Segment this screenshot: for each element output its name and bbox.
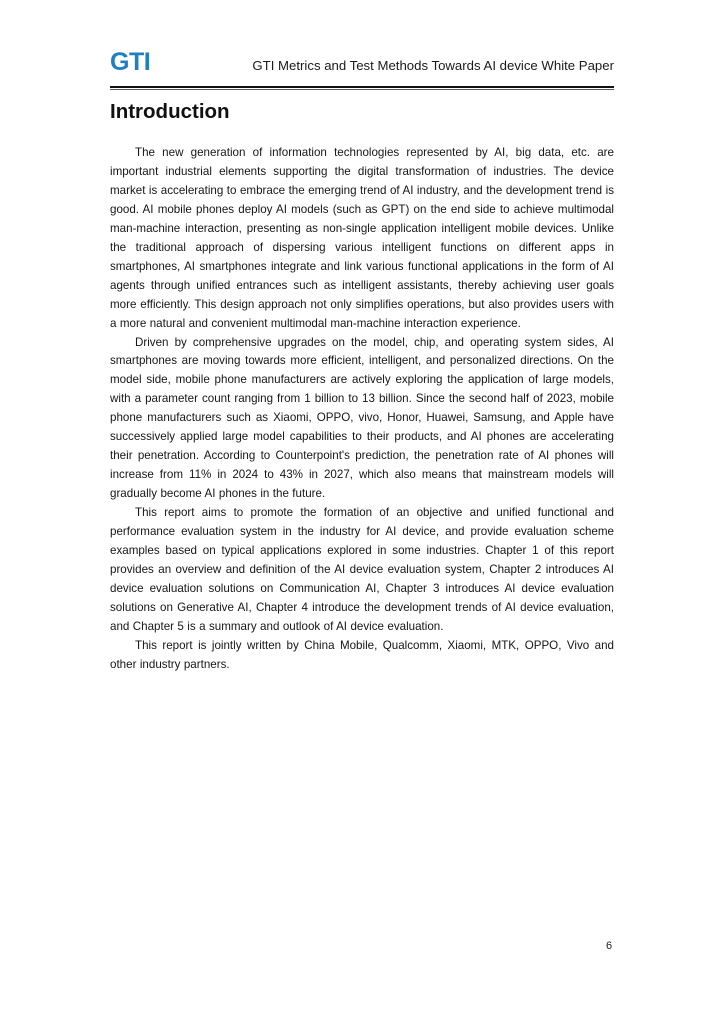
paragraph: The new generation of information technologies represented by AI, big data, etc. are important industrial elements supporting the digital transformation of industries. The device market is accelerating to embrace the emerging trend of AI industry, and the development trend is good. AI mobile phones deploy AI models (such as GPT) on the end side to achieve multimodal man-machine interaction, presenting as non-single application intelligent mobile devices. Unlike the traditional approach of dispersing various intelligent functions on different apps in smartphones, AI smartphones integrate and link various functional applications in the form of AI agents through unified entrances such as intelligent assistants, thereby achieving user goals more efficiently. This design approach not only simplifies operations, but also provides users with a more natural and convenient multimodal man-machine interaction experience. — [110, 146, 614, 330]
logo-text: GTI — [110, 48, 151, 74]
paragraph: This report is jointly written by China Mobile, Qualcomm, Xiaomi, MTK, OPPO, Vivo and other industry partners. — [110, 638, 614, 671]
paragraph: This report aims to promote the formation of an objective and unified functional and performance evaluation system in the industry for AI device, and provide evaluation scheme examples based on typical applications explored in some industries. Chapter 1 of this report provides an overview and definition of the AI device evaluation system, Chapter 2 introduces AI device evaluation solutions on Communication AI, Chapter 3 introduces AI device evaluation solutions on Generative AI, Chapter 4 introduce the development trends of AI device evaluation, and Chapter 5 is a summary and outlook of AI device evaluation. — [110, 506, 614, 633]
header-rule-thin — [110, 89, 614, 90]
page-number: 6 — [606, 940, 613, 952]
section-title: Introduction — [110, 100, 230, 123]
running-title: GTI Metrics and Test Methods Towards AI device White Paper — [252, 58, 614, 73]
header-rule — [110, 86, 614, 88]
page-header — [110, 48, 614, 90]
gti-logo — [110, 48, 160, 74]
body-text — [110, 144, 614, 675]
paragraph: Driven by comprehensive upgrades on the model, chip, and operating system sides, AI smartphones are moving towards more efficient, intelligent, and personalized directions. On the model side, mobile phone manufacturers are actively exploring the application of large models, with a parameter count ranging from 1 billion to 13 billion. Since the second half of 2023, mobile phone manufacturers such as Xiaomi, OPPO, vivo, Honor, Huawei, Samsung, and Apple have successively applied large model capabilities to their products, and AI phones are accelerating their penetration. According to Counterpoint's prediction, the penetration rate of AI phones will increase from 11% in 2024 to 43% in 2027, which also means that mainstream models will gradually become AI phones in the future. — [110, 335, 614, 501]
